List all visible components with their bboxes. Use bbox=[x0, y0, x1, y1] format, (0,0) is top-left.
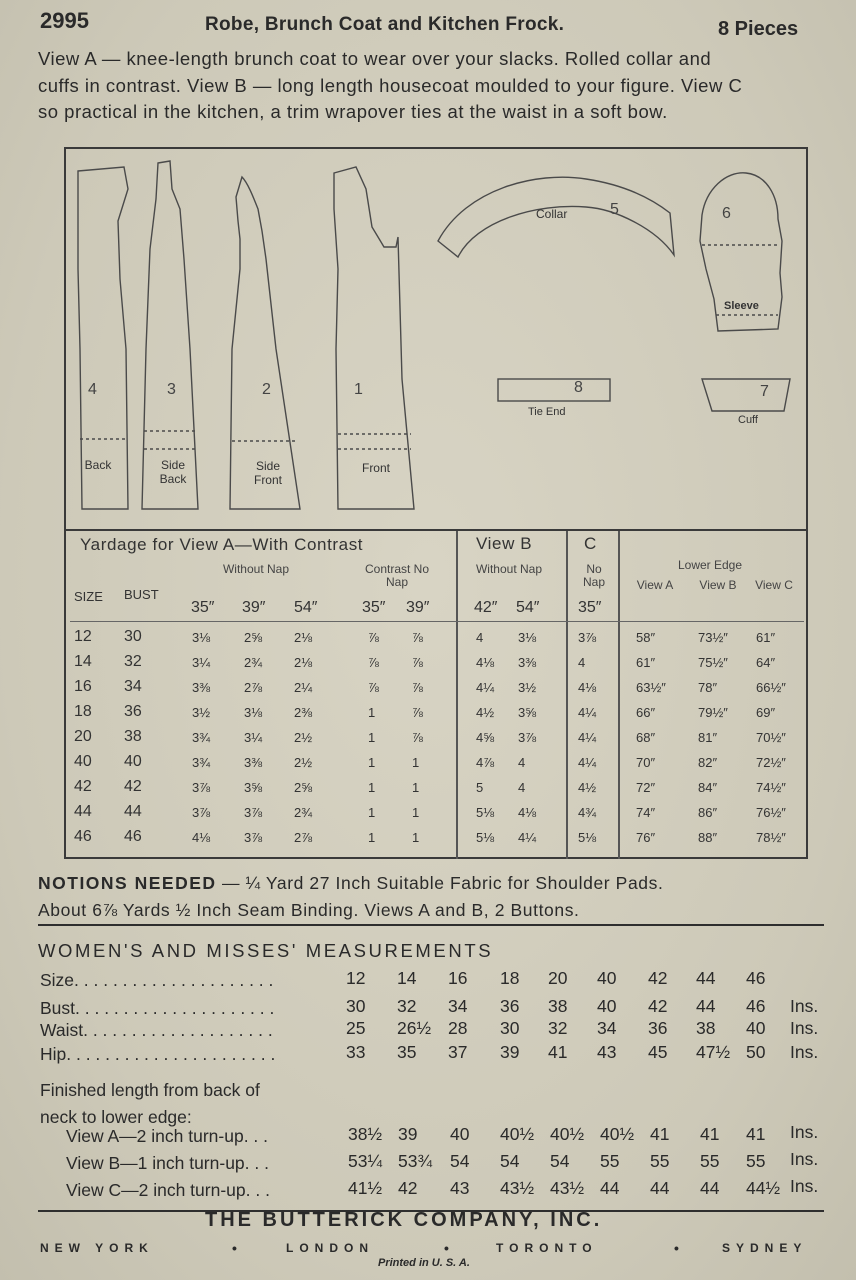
view-length-value: 44 bbox=[650, 1178, 670, 1198]
lower-edge-view-c: View C bbox=[755, 578, 793, 592]
yardage-cell: 4 bbox=[578, 655, 586, 670]
yardage-cell: 4 bbox=[518, 780, 526, 795]
yardage-cell: 3⅝ bbox=[244, 780, 263, 795]
bust-cell: 42 bbox=[124, 778, 142, 795]
measurement-value: 12 bbox=[346, 968, 366, 988]
size-cell: 46 bbox=[74, 828, 92, 845]
measurement-value: 37 bbox=[448, 1042, 468, 1062]
view-length-value: 55 bbox=[746, 1151, 766, 1171]
pattern-number: 2995 bbox=[40, 8, 89, 33]
unit-label: Ins. bbox=[790, 1018, 819, 1038]
width-header: 54″ bbox=[516, 599, 540, 616]
view-length-value: 41 bbox=[746, 1124, 766, 1144]
notions bbox=[38, 870, 663, 924]
view-length-value: 55 bbox=[600, 1151, 620, 1171]
yardage-cell: 61″ bbox=[636, 655, 656, 670]
piece-count: 8 Pieces bbox=[718, 18, 799, 40]
view-length-value: 40 bbox=[450, 1124, 470, 1144]
yardage-cell: 78½″ bbox=[756, 830, 786, 845]
measurement-value: 44 bbox=[696, 968, 716, 988]
piece-label: Sleeve bbox=[724, 300, 759, 312]
view-length-value: 38½ bbox=[348, 1124, 383, 1144]
measurement-value: 18 bbox=[500, 968, 520, 988]
notions-line-1: — ¼ Yard 27 Inch Suitable Fabric for Shoulder Pads. bbox=[216, 873, 664, 893]
pattern-title: Robe, Brunch Coat and Kitchen Frock. bbox=[205, 14, 565, 35]
measurement-value: 39 bbox=[500, 1042, 520, 1062]
width-header: 42″ bbox=[474, 599, 498, 616]
yardage-cell: 3⅛ bbox=[244, 705, 263, 720]
yardage-cell: 86″ bbox=[698, 805, 718, 820]
yardage-title-a: Yardage for View A—With Contrast bbox=[80, 535, 364, 554]
measurement-value: 32 bbox=[397, 996, 417, 1016]
pattern-box bbox=[64, 147, 808, 859]
view-length-value: 42 bbox=[398, 1178, 418, 1198]
yardage-cell: 73½″ bbox=[698, 630, 728, 645]
description-line: cuffs in contrast. View B — long length housecoat moulded to your figure. View C bbox=[38, 74, 743, 96]
view-length-value: 39 bbox=[398, 1124, 418, 1144]
bullet: • bbox=[444, 1240, 449, 1256]
yardage-cell: 66½″ bbox=[756, 680, 786, 695]
view-length-value: 43½ bbox=[550, 1178, 585, 1198]
yardage-cell: 75½″ bbox=[698, 655, 728, 670]
contrast-no-nap: Contrast No Nap bbox=[364, 562, 430, 589]
piece-label: Tie End bbox=[528, 406, 566, 418]
unit-label: Ins. bbox=[790, 1042, 819, 1062]
measurement-value: 40 bbox=[597, 968, 617, 988]
city: TORONTO bbox=[496, 1241, 598, 1255]
yardage-cell: 1 bbox=[368, 755, 376, 770]
measurement-value: 47½ bbox=[696, 1042, 731, 1062]
city: SYDNEY bbox=[722, 1241, 808, 1255]
yardage-cell: 4½ bbox=[476, 705, 495, 720]
bust-cell: 44 bbox=[124, 803, 142, 820]
measurement-value: 25 bbox=[346, 1018, 366, 1038]
view-length-value: 53¾ bbox=[398, 1151, 433, 1171]
yardage-cell: 70″ bbox=[636, 755, 656, 770]
yardage-cell: 2⅜ bbox=[294, 705, 313, 720]
yardage-cell: 3⅞ bbox=[192, 780, 211, 795]
bust-cell: 38 bbox=[124, 728, 142, 745]
yardage-cell: 1 bbox=[412, 830, 420, 845]
yardage-cell: 66″ bbox=[636, 705, 656, 720]
piece-label: Front bbox=[361, 461, 390, 475]
size-cell: 42 bbox=[74, 778, 92, 795]
yardage-cell: 3⅞ bbox=[518, 730, 537, 745]
yardage-cell: 5 bbox=[476, 780, 484, 795]
yardage-cell: 4⅛ bbox=[192, 830, 211, 845]
yardage-cell: 3⅜ bbox=[518, 655, 537, 670]
view-length-value: 44 bbox=[700, 1178, 720, 1198]
view-length-label: View A—2 inch turn-up. . . bbox=[66, 1126, 269, 1146]
piece-label: Cuff bbox=[738, 414, 758, 426]
yardage-cell: 2¼ bbox=[294, 680, 313, 695]
yardage-cell: 3¾ bbox=[192, 730, 211, 745]
bullet: • bbox=[674, 1240, 679, 1256]
yardage-title-b: View B bbox=[476, 534, 533, 553]
measurement-value: 38 bbox=[696, 1018, 716, 1038]
description-line: so practical in the kitchen, a trim wrapover ties at the waist in a soft bow. bbox=[38, 101, 668, 122]
yardage-cell: 3⅞ bbox=[578, 630, 597, 645]
yardage-cell: 2½ bbox=[294, 755, 313, 770]
yardage-cell: 1 bbox=[368, 780, 376, 795]
yardage-cell: 70½″ bbox=[756, 730, 786, 745]
measurement-value: 14 bbox=[397, 968, 417, 988]
divider bbox=[456, 531, 458, 859]
piece-cuff-shape bbox=[702, 379, 790, 411]
measurement-value: 43 bbox=[597, 1042, 617, 1062]
yardage-cell: 4⅞ bbox=[476, 755, 495, 770]
pattern-pieces-diagram bbox=[66, 149, 806, 529]
yardage-cell: 64″ bbox=[756, 655, 776, 670]
width-header: 39″ bbox=[406, 599, 430, 616]
yardage-cell: 3⅜ bbox=[244, 755, 263, 770]
piece-number: 7 bbox=[760, 383, 769, 400]
yardage-cell: 3⅜ bbox=[192, 680, 211, 695]
view-length-value: 41½ bbox=[348, 1178, 383, 1198]
yardage-cell: 2⅞ bbox=[294, 830, 313, 845]
yardage-cell: 4⅛ bbox=[578, 680, 597, 695]
yardage-cell: 2¾ bbox=[294, 805, 313, 820]
col-bust: BUST bbox=[124, 587, 159, 602]
yardage-cell: 4½ bbox=[578, 780, 597, 795]
yardage-cell: ⅞ bbox=[412, 705, 423, 720]
measurement-value: 33 bbox=[346, 1042, 366, 1062]
yardage-cell: 1 bbox=[368, 830, 376, 845]
yardage-cell: 3⅞ bbox=[244, 805, 263, 820]
measurement-value: 20 bbox=[548, 968, 568, 988]
width-header: 35″ bbox=[191, 599, 215, 616]
notions-label: NOTIONS NEEDED bbox=[38, 873, 217, 893]
yardage-cell: ⅞ bbox=[412, 655, 423, 670]
yardage-title-c: C bbox=[584, 534, 597, 553]
yardage-cell: 69″ bbox=[756, 705, 776, 720]
yardage-cell: 81″ bbox=[698, 730, 718, 745]
view-length-value: 43½ bbox=[500, 1178, 535, 1198]
bust-cell: 32 bbox=[124, 653, 142, 670]
measurement-value: 28 bbox=[448, 1018, 468, 1038]
yardage-cell: 4¾ bbox=[578, 805, 597, 820]
yardage-cell: 3¼ bbox=[244, 730, 263, 745]
measurement-value: 38 bbox=[548, 996, 568, 1016]
yardage-cell: 4 bbox=[518, 755, 526, 770]
col-size: SIZE bbox=[74, 589, 103, 604]
measurements-title: WOMEN'S AND MISSES' MEASUREMENTS bbox=[38, 940, 494, 961]
view-length-value: 40½ bbox=[500, 1124, 535, 1144]
piece-number: 5 bbox=[610, 201, 619, 218]
bust-cell: 30 bbox=[124, 628, 142, 645]
yardage-cell: 3¾ bbox=[192, 755, 211, 770]
divider bbox=[38, 924, 824, 926]
yardage-cell: 1 bbox=[412, 755, 420, 770]
yardage-cell: 3⅞ bbox=[192, 805, 211, 820]
view-length-value: 53¼ bbox=[348, 1151, 383, 1171]
yardage-cell: ⅞ bbox=[368, 630, 379, 645]
width-header: 39″ bbox=[242, 599, 266, 616]
measurement-value: 30 bbox=[500, 1018, 520, 1038]
measurement-value: 36 bbox=[500, 996, 520, 1016]
view-length-value: 44 bbox=[600, 1178, 620, 1198]
lower-edge-view-b: View B bbox=[699, 578, 737, 592]
measurement-value: 16 bbox=[448, 968, 468, 988]
piece-front-shape bbox=[334, 167, 414, 509]
yardage-cell: 2⅝ bbox=[244, 630, 263, 645]
lower-edge: Lower Edge bbox=[677, 558, 743, 572]
yardage-cell: 1 bbox=[368, 730, 376, 745]
view-length-value: 44½ bbox=[746, 1178, 781, 1198]
view-length-value: 54 bbox=[550, 1151, 570, 1171]
yardage-cell: ⅞ bbox=[412, 730, 423, 745]
piece-number: 3 bbox=[167, 381, 176, 398]
measurement-label: Waist. . . . . . . . . . . . . . . . . . . . bbox=[40, 1020, 273, 1040]
yardage-cell: ⅞ bbox=[368, 680, 379, 695]
yardage-cell: 1 bbox=[368, 705, 376, 720]
yardage-cell: 1 bbox=[412, 805, 420, 820]
width-header: 35″ bbox=[362, 599, 386, 616]
city: LONDON bbox=[286, 1241, 374, 1255]
yardage-cell: 5⅛ bbox=[476, 805, 495, 820]
yardage-cell: 2½ bbox=[294, 730, 313, 745]
yardage-cell: 4¼ bbox=[578, 705, 597, 720]
yardage-cell: 3⅛ bbox=[518, 630, 537, 645]
finished-length-label: Finished length from back of bbox=[40, 1080, 260, 1100]
piece-side-back-shape bbox=[142, 161, 198, 509]
view-length-value: 40½ bbox=[550, 1124, 585, 1144]
yardage-cell: 3½ bbox=[518, 680, 537, 695]
measurement-label: Hip. . . . . . . . . . . . . . . . . . . . . . bbox=[40, 1044, 276, 1064]
size-cell: 20 bbox=[74, 728, 92, 745]
measurement-value: 46 bbox=[746, 968, 766, 988]
yardage-cell: 3½ bbox=[192, 705, 211, 720]
yardage-cell: 2⅞ bbox=[244, 680, 263, 695]
unit-label: Ins. bbox=[790, 1149, 819, 1169]
measurement-value: 26½ bbox=[397, 1018, 432, 1038]
yardage-cell: 61″ bbox=[756, 630, 776, 645]
yardage-cell: 76½″ bbox=[756, 805, 786, 820]
yardage-cell: 2⅛ bbox=[294, 655, 313, 670]
bust-cell: 36 bbox=[124, 703, 142, 720]
yardage-cell: 5⅛ bbox=[578, 830, 597, 845]
size-cell: 16 bbox=[74, 678, 92, 695]
measurement-value: 32 bbox=[548, 1018, 568, 1038]
measurement-value: 41 bbox=[548, 1042, 568, 1062]
measurement-value: 44 bbox=[696, 996, 716, 1016]
unit-label: Ins. bbox=[790, 1122, 819, 1142]
without-nap-a: Without Nap bbox=[222, 562, 290, 576]
yardage-cell: 72″ bbox=[636, 780, 656, 795]
yardage-cell: 4⅝ bbox=[476, 730, 495, 745]
no-nap-c: No Nap bbox=[582, 562, 605, 589]
yardage-cell: 5⅛ bbox=[476, 830, 495, 845]
unit-label: Ins. bbox=[790, 1176, 819, 1196]
divider bbox=[70, 621, 804, 622]
notions-line-2: About 6⅞ Yards ½ Inch Seam Binding. Views A and B, 2 Buttons. bbox=[38, 900, 580, 920]
finished-length-label: neck to lower edge: bbox=[40, 1107, 192, 1127]
yardage-cell: 4¼ bbox=[578, 755, 597, 770]
measurement-value: 40 bbox=[746, 1018, 766, 1038]
without-nap-b: Without Nap bbox=[475, 562, 543, 576]
yardage-cell: 84″ bbox=[698, 780, 718, 795]
piece-number: 8 bbox=[574, 379, 583, 396]
yardage-cell: 2⅛ bbox=[294, 630, 313, 645]
yardage-cell: 3⅞ bbox=[244, 830, 263, 845]
piece-label: Collar bbox=[536, 207, 568, 221]
piece-number: 6 bbox=[722, 205, 731, 222]
view-length-value: 54 bbox=[500, 1151, 520, 1171]
yardage-cell: 78″ bbox=[698, 680, 718, 695]
yardage-cell: 4⅛ bbox=[518, 805, 537, 820]
yardage-cell: 1 bbox=[412, 780, 420, 795]
measurement-value: 45 bbox=[648, 1042, 668, 1062]
size-cell: 14 bbox=[74, 653, 92, 670]
measurement-label: Size. . . . . . . . . . . . . . . . . . . . . bbox=[40, 970, 274, 990]
yardage-cell: 74″ bbox=[636, 805, 656, 820]
view-length-label: View C—2 inch turn-up. . . bbox=[66, 1180, 270, 1200]
yardage-cell: 4¼ bbox=[518, 830, 537, 845]
company-name: THE BUTTERICK COMPANY, INC. bbox=[205, 1209, 603, 1231]
measurement-value: 34 bbox=[597, 1018, 617, 1038]
measurement-value: 46 bbox=[746, 996, 766, 1016]
measurement-value: 35 bbox=[397, 1042, 417, 1062]
yardage-cell: 76″ bbox=[636, 830, 656, 845]
piece-number: 2 bbox=[262, 381, 271, 398]
yardage-table bbox=[66, 529, 806, 859]
description bbox=[38, 46, 828, 126]
description-line: View A — knee-length brunch coat to wear over your slacks. Rolled collar and bbox=[38, 48, 712, 69]
yardage-cell: 79½″ bbox=[698, 705, 728, 720]
bust-cell: 34 bbox=[124, 678, 142, 695]
size-cell: 40 bbox=[74, 753, 92, 770]
yardage-cell: ⅞ bbox=[368, 655, 379, 670]
yardage-cell: 72½″ bbox=[756, 755, 786, 770]
measurement-value: 42 bbox=[648, 968, 668, 988]
piece-label: Side Back bbox=[159, 458, 187, 486]
bust-cell: 40 bbox=[124, 753, 142, 770]
yardage-cell: 4 bbox=[476, 630, 484, 645]
yardage-cell: 58″ bbox=[636, 630, 656, 645]
yardage-cell: 68″ bbox=[636, 730, 656, 745]
yardage-cell: 4¼ bbox=[476, 680, 495, 695]
yardage-cell: 4⅛ bbox=[476, 655, 495, 670]
bust-cell: 46 bbox=[124, 828, 142, 845]
size-cell: 44 bbox=[74, 803, 92, 820]
size-cell: 12 bbox=[74, 628, 92, 645]
printed-in: Printed in U. S. A. bbox=[378, 1257, 470, 1269]
yardage-cell: 74½″ bbox=[756, 780, 786, 795]
view-length-value: 41 bbox=[700, 1124, 720, 1144]
measurement-value: 50 bbox=[746, 1042, 766, 1062]
view-length-value: 43 bbox=[450, 1178, 470, 1198]
yardage-cell: 1 bbox=[368, 805, 376, 820]
yardage-cell: 3⅝ bbox=[518, 705, 537, 720]
measurement-label: Bust. . . . . . . . . . . . . . . . . . . . . bbox=[40, 998, 275, 1018]
view-length-value: 40½ bbox=[600, 1124, 635, 1144]
width-header: 54″ bbox=[294, 599, 318, 616]
yardage-cell: 82″ bbox=[698, 755, 718, 770]
city: NEW YORK bbox=[40, 1241, 154, 1255]
yardage-cell: 63½″ bbox=[636, 680, 666, 695]
width-header: 35″ bbox=[578, 599, 602, 616]
view-length-value: 41 bbox=[650, 1124, 670, 1144]
yardage-cell: 4¼ bbox=[578, 730, 597, 745]
bullet: • bbox=[232, 1240, 237, 1256]
measurement-value: 36 bbox=[648, 1018, 668, 1038]
lower-edge-view-a: View A bbox=[636, 578, 674, 592]
measurement-value: 34 bbox=[448, 996, 468, 1016]
piece-label: Back bbox=[84, 458, 112, 472]
measurement-value: 30 bbox=[346, 996, 366, 1016]
yardage-cell: 3¼ bbox=[192, 655, 211, 670]
divider bbox=[618, 531, 620, 859]
view-length-value: 55 bbox=[700, 1151, 720, 1171]
unit-label: Ins. bbox=[790, 996, 819, 1016]
piece-number: 4 bbox=[88, 381, 97, 398]
measurement-value: 40 bbox=[597, 996, 617, 1016]
divider bbox=[566, 531, 568, 859]
view-length-label: View B—1 inch turn-up. . . bbox=[66, 1153, 269, 1173]
yardage-cell: 3⅛ bbox=[192, 630, 211, 645]
piece-number: 1 bbox=[354, 381, 363, 398]
yardage-cell: 2⅝ bbox=[294, 780, 313, 795]
view-length-value: 55 bbox=[650, 1151, 670, 1171]
piece-tie-end-shape bbox=[498, 379, 610, 401]
yardage-cell: 2¾ bbox=[244, 655, 263, 670]
yardage-cell: ⅞ bbox=[412, 680, 423, 695]
size-cell: 18 bbox=[74, 703, 92, 720]
measurement-value: 42 bbox=[648, 996, 668, 1016]
piece-label: Side Front bbox=[253, 459, 282, 487]
yardage-cell: ⅞ bbox=[412, 630, 423, 645]
yardage-cell: 88″ bbox=[698, 830, 718, 845]
view-length-value: 54 bbox=[450, 1151, 470, 1171]
